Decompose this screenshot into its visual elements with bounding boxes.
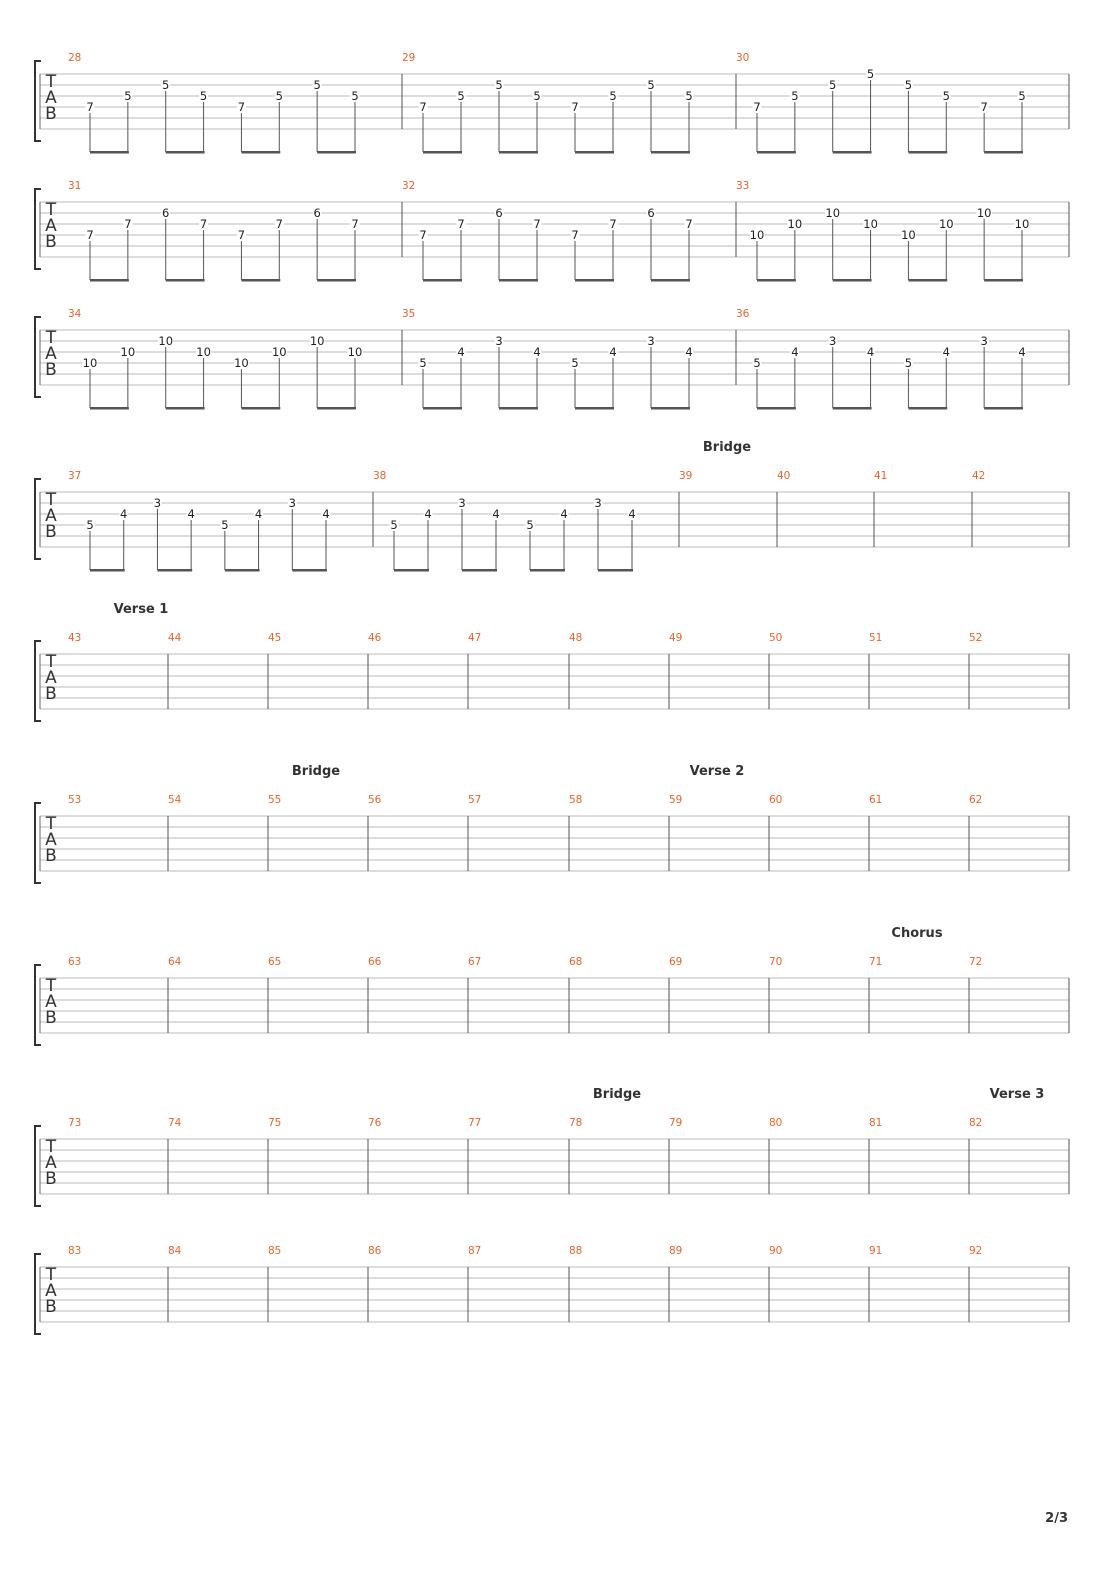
note-beam [651,151,690,154]
fret-number: 4 [866,345,875,359]
note-beam [394,569,429,572]
fret-number: 7 [86,100,94,114]
fret-number: 4 [560,507,568,521]
note-beam [908,279,947,282]
note-beam [499,151,538,154]
fret-number: 5 [162,78,170,92]
measure-number: 79 [669,1117,683,1129]
fret-number: 7 [419,100,427,114]
measure-number: 55 [268,794,282,806]
measure-number: 68 [569,956,583,968]
fret-number: 7 [237,100,246,114]
note-beam [530,569,565,572]
fret-number: 4 [254,507,263,521]
measure-number: 39 [679,470,693,482]
fret-number: 5 [753,356,761,370]
fret-number: 4 [1018,345,1026,359]
note-beam [575,151,614,154]
fret-number: 5 [526,518,534,532]
section-marker: Bridge [592,1087,642,1102]
fret-number: 6 [495,206,503,220]
measure-number: 91 [869,1245,883,1257]
note-beam [166,279,205,282]
measure-number: 51 [869,632,883,644]
fret-number: 4 [609,345,617,359]
note-beam [833,407,872,410]
note-beam [757,407,796,410]
note-beam [984,151,1023,154]
measure-number: 37 [68,470,82,482]
tab-clef-letter: B [45,1297,57,1317]
note-beam [499,407,538,410]
fret-number: 5 [609,89,617,103]
tab-system [35,764,1069,883]
measure-number: 35 [402,308,416,320]
fret-number: 7 [457,217,465,231]
measure-number: 74 [168,1117,182,1129]
fret-number: 10 [1014,217,1030,231]
measure-number: 38 [373,470,387,482]
measure-number: 85 [268,1245,282,1257]
fret-number: 7 [124,217,132,231]
measure-number: 42 [972,470,986,482]
note-beam [166,151,205,154]
note-beam [651,407,690,410]
measure-number: 46 [368,632,382,644]
measure-number: 53 [68,794,82,806]
fret-number: 4 [628,507,636,521]
section-marker: Chorus [891,926,943,941]
measure-number: 63 [68,956,82,968]
fret-number: 5 [351,89,359,103]
measure-number: 50 [769,632,783,644]
measure-number: 77 [468,1117,482,1129]
tab-clef-letter: T [45,1137,57,1157]
section-marker: Bridge [702,440,752,455]
tab-system [35,926,1069,1045]
section-marker: Verse 2 [689,764,745,779]
tab-clef-letter: T [45,328,57,348]
measure-number: 64 [168,956,182,968]
note-beam [317,279,356,282]
note-beam [462,569,497,572]
measure-number: 72 [969,956,983,968]
measure-number: 40 [777,470,791,482]
fret-number: 4 [791,345,799,359]
note-beam [166,407,205,410]
fret-number: 6 [162,206,170,220]
tab-system [35,52,1069,154]
measure-number: 41 [874,470,888,482]
fret-number: 3 [288,496,296,510]
fret-number: 7 [609,217,617,231]
note-beam [575,279,614,282]
fret-number: 3 [829,334,837,348]
fret-number: 4 [533,345,541,359]
tab-clef-letter: A [45,1281,57,1301]
fret-number: 4 [685,345,693,359]
measure-number: 43 [68,632,82,644]
tab-clef-letter: B [45,522,57,542]
fret-number: 5 [685,89,693,103]
fret-number: 7 [533,217,541,231]
measure-number: 61 [869,794,883,806]
measure-number: 67 [468,956,482,968]
fret-number: 7 [86,228,94,242]
measure-number: 66 [368,956,382,968]
tab-system [35,1087,1069,1206]
measure-number: 75 [268,1117,282,1129]
fret-number: 10 [938,217,954,231]
tab-clef-letter: T [45,490,57,510]
measure-number: 36 [736,308,750,320]
measure-number: 28 [68,52,82,64]
measure-number: 73 [68,1117,82,1129]
fret-number: 6 [313,206,321,220]
fret-number: 5 [942,89,950,103]
fret-number: 5 [647,78,655,92]
fret-number: 4 [187,507,195,521]
tab-clef-letter: B [45,1169,57,1189]
section-marker: Bridge [291,764,341,779]
fret-number: 4 [424,507,432,521]
measure-number: 86 [368,1245,382,1257]
fret-number: 5 [124,89,132,103]
note-beam [423,279,462,282]
note-beam [651,279,690,282]
tab-clef-letter: A [45,992,57,1012]
tab-clef-letter: A [45,88,57,108]
tab-clef-letter: A [45,344,57,364]
note-beam [575,407,614,410]
fret-number: 7 [753,100,761,114]
note-beam [90,279,129,282]
note-beam [157,569,192,572]
fret-number: 5 [904,78,913,92]
fret-number: 5 [495,78,503,92]
fret-number: 5 [419,356,427,370]
fret-number: 7 [571,228,579,242]
tab-system [35,1245,1069,1334]
note-beam [90,407,129,410]
fret-number: 7 [685,217,693,231]
measure-number: 54 [168,794,182,806]
fret-number: 4 [492,507,500,521]
measure-number: 30 [736,52,750,64]
note-beam [499,279,538,282]
fret-number: 10 [863,217,878,231]
measure-number: 57 [468,794,482,806]
measure-number: 80 [769,1117,783,1129]
tab-clef-letter: T [45,200,57,220]
fret-number: 4 [322,507,330,521]
fret-number: 10 [82,356,98,370]
fret-number: 7 [199,217,208,231]
fret-number: 7 [237,228,246,242]
fret-number: 7 [571,100,579,114]
measure-number: 59 [669,794,683,806]
measure-number: 71 [869,956,883,968]
note-beam [984,407,1023,410]
note-beam [908,407,947,410]
measure-number: 83 [68,1245,82,1257]
fret-number: 4 [457,345,465,359]
note-beam [908,151,947,154]
tab-clef-letter: T [45,72,57,92]
fret-number: 10 [901,228,916,242]
tab-clef-letter: A [45,506,57,526]
tab-clef-letter: A [45,830,57,850]
fret-number: 10 [825,206,841,220]
measure-number: 84 [168,1245,182,1257]
measure-number: 62 [969,794,983,806]
fret-number: 5 [866,67,875,81]
fret-number: 5 [199,89,208,103]
tab-clef-letter: T [45,652,57,672]
measure-number: 76 [368,1117,382,1129]
fret-number: 10 [749,228,765,242]
fret-number: 3 [458,496,466,510]
measure-number: 58 [569,794,583,806]
note-beam [317,407,356,410]
note-beam [241,151,280,154]
note-beam [423,407,462,410]
note-beam [984,279,1023,282]
fret-number: 3 [153,496,162,510]
measure-number: 88 [569,1245,583,1257]
tab-clef-letter: T [45,814,57,834]
page-number: 2/3 [1045,1511,1068,1526]
measure-number: 33 [736,180,750,192]
measure-number: 78 [569,1117,583,1129]
fret-number: 5 [1018,89,1026,103]
tab-system [35,308,1069,410]
fret-number: 5 [313,78,321,92]
fret-number: 10 [234,356,249,370]
tab-clef-letter: B [45,846,57,866]
fret-number: 3 [980,334,988,348]
fret-number: 3 [594,496,602,510]
measure-number: 65 [268,956,282,968]
fret-number: 10 [976,206,992,220]
measure-number: 92 [969,1245,983,1257]
measure-number: 32 [402,180,416,192]
note-beam [292,569,327,572]
note-beam [598,569,633,572]
measure-number: 69 [669,956,683,968]
measure-number: 31 [68,180,82,192]
note-beam [317,151,356,154]
note-beam [833,279,872,282]
measure-number: 52 [969,632,983,644]
fret-number: 10 [347,345,363,359]
fret-number: 10 [120,345,136,359]
measure-number: 87 [468,1245,482,1257]
tab-clef-letter: A [45,668,57,688]
measure-number: 89 [669,1245,683,1257]
fret-number: 5 [571,356,579,370]
measure-number: 81 [869,1117,883,1129]
measure-number: 82 [969,1117,983,1129]
measure-number: 47 [468,632,482,644]
tab-system [35,440,1069,572]
measure-number: 60 [769,794,783,806]
note-beam [90,151,129,154]
tab-clef-letter: T [45,1265,57,1285]
measure-number: 45 [268,632,282,644]
fret-number: 3 [647,334,655,348]
fret-number: 5 [275,89,283,103]
note-beam [241,279,280,282]
measure-number: 70 [769,956,783,968]
tab-clef-letter: A [45,1153,57,1173]
fret-number: 7 [419,228,427,242]
fret-number: 4 [120,507,128,521]
measure-number: 90 [769,1245,783,1257]
tab-clef-letter: T [45,976,57,996]
section-marker: Verse 1 [113,602,169,617]
tab-clef-letter: B [45,1008,57,1028]
fret-number: 5 [86,518,94,532]
tab-system [35,180,1069,282]
measure-number: 44 [168,632,182,644]
measure-number: 49 [669,632,683,644]
measure-number: 34 [68,308,82,320]
fret-number: 5 [221,518,229,532]
note-beam [225,569,260,572]
fret-number: 5 [904,356,913,370]
note-beam [757,279,796,282]
fret-number: 7 [351,217,359,231]
measure-number: 29 [402,52,416,64]
section-marker: Verse 3 [989,1087,1045,1102]
fret-number: 10 [787,217,803,231]
note-beam [423,151,462,154]
measure-number: 48 [569,632,583,644]
tab-clef-letter: A [45,216,57,236]
fret-number: 4 [942,345,950,359]
tab-clef-letter: B [45,684,57,704]
fret-number: 5 [829,78,837,92]
tab-clef-letter: B [45,360,57,380]
fret-number: 10 [158,334,174,348]
fret-number: 10 [271,345,287,359]
fret-number: 5 [533,89,541,103]
note-beam [90,569,125,572]
note-beam [757,151,796,154]
note-beam [833,151,872,154]
fret-number: 7 [980,100,988,114]
note-beam [241,407,280,410]
tab-system [35,602,1069,721]
measure-number: 56 [368,794,382,806]
fret-number: 5 [457,89,465,103]
fret-number: 6 [647,206,655,220]
fret-number: 10 [309,334,325,348]
fret-number: 5 [390,518,398,532]
fret-number: 5 [791,89,799,103]
fret-number: 10 [196,345,211,359]
tab-clef-letter: B [45,232,57,252]
fret-number: 3 [495,334,503,348]
fret-number: 7 [275,217,283,231]
tab-clef-letter: B [45,104,57,124]
